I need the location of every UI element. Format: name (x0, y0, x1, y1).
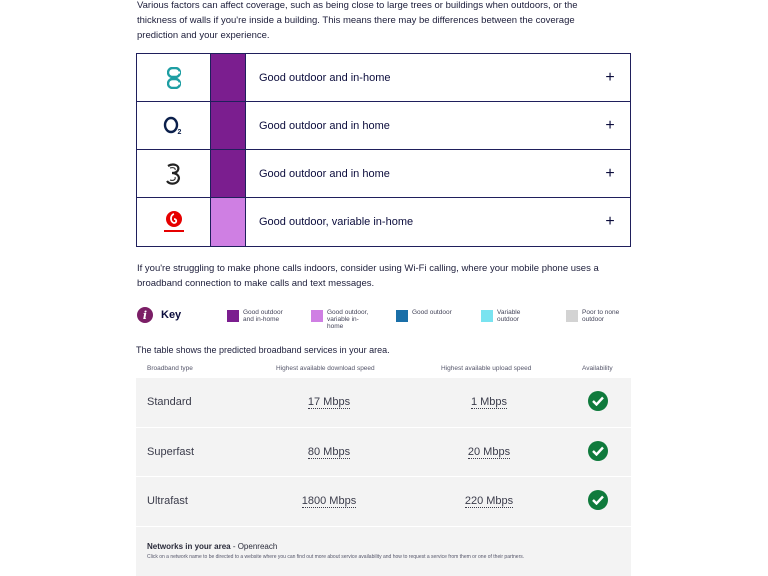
expand-plus-icon[interactable]: + (605, 164, 615, 182)
coverage-level-swatch (211, 198, 246, 246)
coverage-level-swatch (211, 102, 246, 149)
header-download-speed: Highest available download speed (276, 365, 375, 372)
upload-speed (436, 495, 542, 507)
download-speed-value[interactable]: 80 Mbps (307, 445, 351, 458)
networks-in-area (136, 526, 631, 576)
coverage-level-swatch (211, 54, 246, 101)
key-swatch (311, 310, 323, 322)
wifi-calling-note: If you're struggling to make phone calls indoors, consider using Wi-Fi calling, where your mobile phone uses a broadband connection to make calls and text messages. (137, 263, 599, 289)
expand-plus-icon[interactable]: + (605, 68, 615, 86)
coverage-status: Good outdoor and in home (259, 167, 390, 180)
download-speed (276, 495, 382, 507)
coverage-key (137, 307, 637, 331)
coverage-level-swatch (211, 150, 246, 197)
table-row (136, 378, 631, 428)
info-icon: i (137, 307, 153, 323)
available-check-icon (588, 391, 608, 411)
header-upload-speed: Highest available upload speed (441, 365, 532, 372)
coverage-row-ee[interactable] (137, 54, 630, 102)
o2-logo-icon (137, 102, 211, 149)
expand-plus-icon[interactable]: + (605, 213, 615, 230)
key-label: Poor to none outdoor (582, 309, 620, 323)
key-label: Variable outdoor (497, 309, 521, 323)
key-item-good-outdoor-variable-in-home (311, 309, 373, 330)
networks-help-text: Click on a network name to be directed to a website where you can find out more about service availability and how to request a service from them or one of their partners. (147, 554, 525, 560)
svg-text:2: 2 (177, 128, 181, 136)
key-label: Good outdoor and in-home (243, 309, 283, 323)
networks-title-label: Networks in your area (147, 542, 231, 551)
header-broadband-type: Broadband type (147, 365, 193, 372)
three-logo-icon (137, 150, 211, 197)
key-label: Good outdoor (412, 309, 452, 316)
coverage-row-vodafone[interactable] (137, 198, 630, 246)
key-item-poor-to-none-outdoor (566, 309, 628, 323)
key-item-good-outdoor (396, 309, 458, 322)
download-speed (276, 446, 382, 458)
coverage-disclaimer: Various factors can affect coverage, such as being close to large trees or buildings when outdoors, or the thickness of walls if you're inside a building. This means there may be differences between the coverage prediction and your experience. (137, 0, 578, 41)
coverage-row-three[interactable] (137, 150, 630, 198)
key-swatch (481, 310, 493, 322)
upload-speed (436, 446, 542, 458)
broadband-table-header (136, 365, 631, 377)
network-name-link[interactable]: - Openreach (230, 542, 278, 551)
networks-title (147, 542, 277, 551)
available-check-icon (588, 490, 608, 510)
key-title (137, 307, 181, 323)
upload-speed-value[interactable]: 1 Mbps (470, 396, 508, 408)
download-speed-value[interactable]: 1800 Mbps (301, 495, 357, 507)
table-row (136, 428, 631, 478)
vodafone-logo-icon (137, 198, 211, 246)
broadband-table (136, 378, 631, 576)
coverage-row-o2[interactable] (137, 102, 630, 150)
header-availability: Availability (582, 365, 613, 372)
table-row (136, 477, 631, 527)
key-item-variable-outdoor (481, 309, 543, 323)
key-swatch (566, 310, 578, 322)
broadband-type: Standard (147, 396, 192, 408)
upload-speed (436, 396, 542, 408)
coverage-status: Good outdoor and in-home (259, 71, 391, 84)
upload-speed-value[interactable]: 20 Mbps (467, 445, 511, 458)
broadband-type: Ultrafast (147, 495, 188, 507)
download-speed-value[interactable]: 17 Mbps (307, 396, 351, 408)
mobile-coverage-table (136, 53, 631, 247)
upload-speed-value[interactable]: 220 Mbps (464, 495, 514, 507)
key-item-good-outdoor-in-home (227, 309, 289, 323)
key-swatch (227, 310, 239, 322)
ee-logo-icon (137, 54, 211, 101)
expand-plus-icon[interactable]: + (605, 116, 615, 134)
key-label: Good outdoor, variable in-home (327, 309, 369, 330)
broadband-intro: The table shows the predicted broadband services in your area. (136, 345, 390, 355)
available-check-icon (588, 441, 608, 461)
coverage-status: Good outdoor, variable in-home (259, 216, 414, 228)
download-speed (276, 396, 382, 408)
coverage-status: Good outdoor and in home (259, 119, 390, 132)
broadband-type: Superfast (147, 445, 195, 458)
key-swatch (396, 310, 408, 322)
key-title-label: Key (161, 309, 182, 321)
